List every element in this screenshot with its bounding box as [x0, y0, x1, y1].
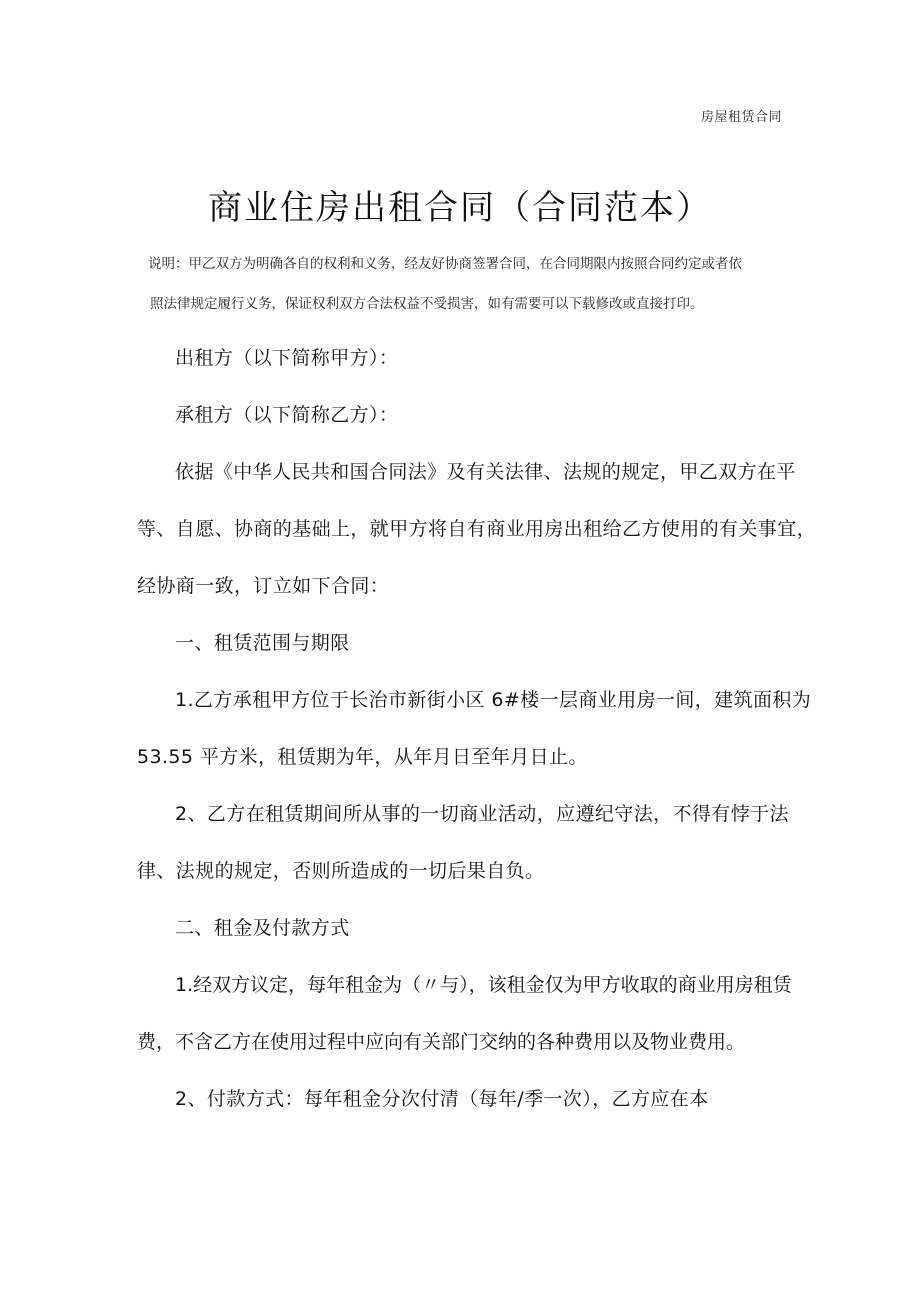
clause-1-1: 1.乙方承租甲方位于长治市新街小区 6#楼一层商业用房一间，建筑面积为 53.55 平方米，租赁期为年，从年月日至年月日止。: [137, 689, 812, 768]
section-heading-scope-term: 一、租赁范围与期限: [175, 632, 350, 654]
contract-body: [137, 330, 817, 1128]
lessee-line: 承租方（以下简称乙方）：: [175, 404, 399, 426]
usage-note-line-2: 照法律规定履行义务，保证权利双方合法权益不受损害，如有需要可以下载修改或直接打印。: [150, 296, 704, 312]
preamble-paragraph: 依据《中华人民共和国合同法》及有关法律、法规的规定，甲乙双方在平等、自愿、协商的基础上，就甲方将自有商业用房出租给乙方使用的有关事宜，经协商一致，订立如下合同：: [137, 461, 817, 597]
usage-note: [148, 244, 808, 324]
clause-2-2: 2、付款方式：每年租金分次付清（每年/季一次），乙方应在本: [175, 1088, 709, 1110]
clause-1-2: 2、乙方在租赁期间所从事的一切商业活动，应遵纪守法，不得有悖于法律、法规的规定，否则所造成的一切后果自负。: [137, 803, 789, 882]
usage-note-line-1: 说明：甲乙双方为明确各自的权利和义务，经友好协商签署合同，在合同期限内按照合同约定或者依: [148, 256, 742, 272]
lessor-line: 出租方（以下简称甲方）：: [175, 347, 399, 369]
section-heading-rent-payment: 二、租金及付款方式: [175, 917, 350, 939]
running-header: 房屋租赁合同: [700, 110, 782, 125]
document-title: 商业住房出租合同（合同范本）: [208, 188, 712, 228]
clause-2-1: 1.经双方议定，每年租金为（〃与），该租金仅为甲方收取的商业用房租赁费，不含乙方在使用过程中应向有关部门交纳的各种费用以及物业费用。: [137, 974, 792, 1053]
